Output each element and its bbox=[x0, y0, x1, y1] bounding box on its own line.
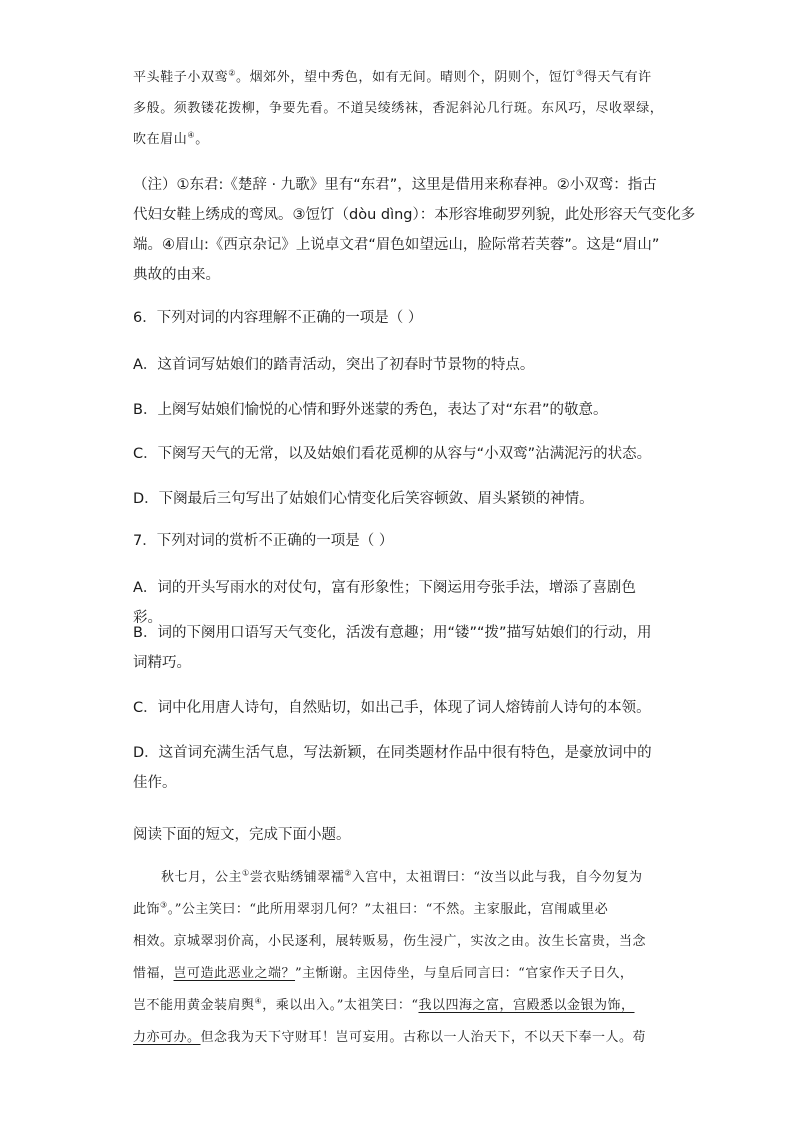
note-line: （注）①东君:《楚辞 · 九歌》里有“东君”，这里是借用来称春神。②小双鸾：指古 bbox=[133, 177, 657, 193]
footnote-marker: ② bbox=[228, 68, 236, 78]
underlined-sentence: 岂可造此恶业之端？ bbox=[173, 966, 296, 981]
underlined-sentence: 力亦可办。 bbox=[133, 1030, 201, 1045]
poem-segment: 平头鞋子小双鸾 bbox=[133, 70, 229, 85]
passage-segment: 此饰 bbox=[133, 902, 161, 917]
passage-line bbox=[133, 958, 663, 990]
footnote-marker: ④ bbox=[187, 130, 196, 140]
passage-segment: 秋七月，公主 bbox=[161, 870, 243, 885]
option-line: B．词的下阕用口语写天气变化，活泼有意趣；用“镂”“拨”描写姑娘们的行动，用 bbox=[133, 625, 652, 641]
passage-segment: 岂不能用黄金装肩舆 bbox=[133, 998, 255, 1013]
q6-option-d: D．下阕最后三句写出了姑娘们心情变化后笑容顿敛、眉头紧锁的神情。 bbox=[133, 491, 594, 507]
reading-passage bbox=[133, 862, 663, 1054]
passage-segment: 惜福， bbox=[133, 966, 174, 981]
poem-segment: 吹在眉山 bbox=[133, 132, 188, 147]
q7-option-d: D．这首词充满生活气息，写法新颖，在同类题材作品中很有特色，是豪放词中的佳作。 bbox=[133, 745, 652, 791]
footnote-marker: ④ bbox=[254, 996, 263, 1006]
footnote-marker: ③ bbox=[160, 900, 168, 910]
q7-option-b bbox=[133, 618, 663, 678]
annotation-notes bbox=[133, 170, 696, 290]
poem-segment: 。烟郊外，望中秀色，如有无间。晴则个，阴则个，饾饤 bbox=[235, 70, 576, 85]
note-line: 典故的由来。 bbox=[133, 267, 220, 283]
note-line: 端。④眉山:《西京杂记》上说卓文君“眉色如望远山，脸际常若芙蓉”。这是“眉山” bbox=[133, 237, 660, 253]
passage-segment: ，乘以出入。”太祖笑曰：“ bbox=[262, 998, 419, 1013]
q7-option-c: C．词中化用唐人诗句，自然贴切，如出己手，体现了词人熔铸前人诗句的本领。 bbox=[133, 700, 651, 716]
passage-segment: 。”公主笑曰：“此所用翠羽几何？”太祖曰：“不然。主家服此，宫闱戚里必 bbox=[167, 902, 609, 917]
footnote-marker: ② bbox=[344, 868, 352, 878]
passage-line: 相效。京城翠羽价高，小民逐利，展转贩易，伤生浸广，实汝之由。汝生长富贵，当念 bbox=[133, 934, 647, 949]
underlined-sentence: 我以四海之富，宫殿悉以金银为饰， bbox=[418, 998, 635, 1013]
q6-option-b: B．上阕写姑娘们愉悦的心情和野外迷蒙的秀色，表达了对“东君”的敬意。 bbox=[133, 402, 608, 418]
q6-option-c: C．下阕写天气的无常，以及姑娘们看花觅柳的从容与“小双鸾”沾满泥污的状态。 bbox=[133, 446, 652, 462]
question-6-stem: 6．下列对词的内容理解不正确的一项是（ ） bbox=[133, 310, 423, 326]
q6-option-a: A．这首词写姑娘们的踏青活动，突出了初春时节景物的特点。 bbox=[133, 357, 535, 373]
question-7-stem: 7．下列对词的赏析不正确的一项是（ ） bbox=[133, 533, 394, 549]
poem-line-2: 多般。须教镂花拨柳，争要先看。不道吴绫绣袜，香泥斜沁几行斑。东风巧，尽收翠绿， bbox=[133, 101, 664, 116]
passage-line bbox=[133, 862, 663, 894]
footnote-marker: ① bbox=[242, 868, 250, 878]
poem-text bbox=[133, 62, 663, 155]
poem-line-1 bbox=[133, 62, 663, 93]
reading-instruction: 阅读下面的短文，完成下面小题。 bbox=[133, 827, 351, 843]
q7-option-a: A．词的开头写雨水的对仗句，富有形象性；下阕运用夸张手法，增添了喜剧色彩。 bbox=[133, 580, 636, 626]
poem-segment: 。 bbox=[195, 132, 209, 147]
poem-segment: 得天气有许 bbox=[583, 70, 652, 85]
passage-segment: 但念我为天下守财耳！岂可妄用。古称以一人治天下，不以天下奉一人。苟 bbox=[200, 1030, 647, 1045]
passage-segment: ”主惭谢。主因侍坐，与皇后同言曰：“官家作天子日久， bbox=[295, 966, 634, 981]
passage-line bbox=[133, 894, 663, 926]
passage-line bbox=[133, 990, 663, 1022]
option-line: 词精巧。 bbox=[133, 655, 191, 671]
footnote-marker: ③ bbox=[576, 68, 584, 78]
poem-line-3 bbox=[133, 124, 663, 155]
passage-segment: 入宫中，太祖谓曰：“汝当以此与我，自今勿复为 bbox=[351, 870, 643, 885]
passage-segment: 尝衣贴绣铺翠襦 bbox=[249, 870, 345, 885]
passage-line bbox=[133, 1022, 663, 1054]
note-line: 代妇女鞋上绣成的鸾凤。③饾饤（dòu dìng）：本形容堆砌罗列貌，此处形容天气变化多 bbox=[133, 207, 696, 223]
